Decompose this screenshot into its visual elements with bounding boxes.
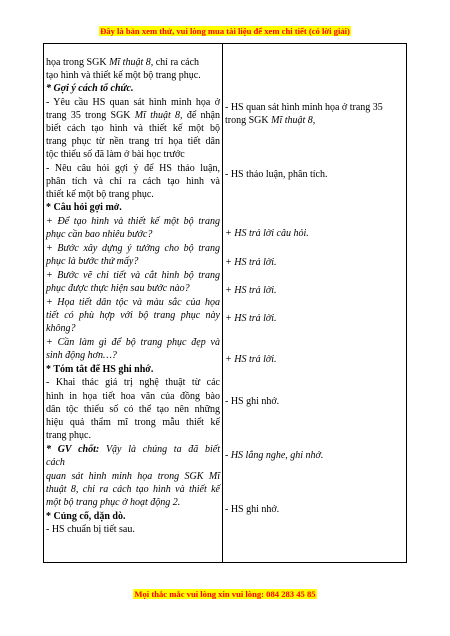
section-heading: * Gợi ý cách tổ chức.	[46, 83, 134, 94]
text-line: - HS thảo luận, phân tích.	[225, 169, 328, 180]
column-divider	[222, 44, 223, 562]
conclusion-line: thuật 8, chỉ ra cách tạo hình và thiết kế	[46, 484, 220, 495]
question-line: sinh động hơn…?	[46, 350, 117, 361]
text-line: hiệu quả thẩm mĩ trong mẫu thiết kế	[46, 417, 220, 428]
text-line: - HS lắng nghe, ghi nhớ.	[225, 450, 324, 461]
text-line: hình in họa tiết hoa văn của đồng bào	[46, 391, 220, 402]
answer-line: + HS trả lời câu hỏi.	[225, 228, 309, 239]
conclusion-line: cách	[46, 457, 65, 468]
question-line: không?	[46, 323, 76, 334]
text-line: tộc thiểu số đã làm ở bài học trước	[46, 149, 185, 160]
answer-line: + HS trả lời.	[225, 313, 277, 324]
text-line: phân tích và chỉ ra cách tạo hình và	[46, 176, 220, 187]
text-line: - HS ghi nhớ.	[225, 396, 280, 407]
section-heading: * Tóm tắt để HS ghi nhớ.	[46, 364, 154, 375]
section-heading: * Củng cố, dặn dò.	[46, 511, 126, 522]
preview-banner: Đây là bản xem thử, vui lòng mua tài liệu để xem chi tiết (có lời giải)	[100, 26, 350, 36]
text-line: trong SGK Mĩ thuật 8,	[225, 115, 316, 126]
text-line: - HS quan sát hình minh họa ở trang 35	[225, 102, 383, 113]
conclusion-line: một bộ trang phục ở hoạt động 2.	[46, 497, 181, 508]
text-line: dân tộc thiểu số có thể tạo nên những	[46, 404, 220, 415]
answer-line: + HS trả lời.	[225, 257, 277, 268]
question-line: + Bước vẽ chi tiết và cắt hình bộ trang	[46, 270, 220, 281]
text-line: trang 35 trong SGK Mĩ thuật 8, để nhận	[46, 110, 220, 121]
conclusion-line: * GV chốt: Vậy là chúng ta đã biết	[46, 444, 220, 455]
lesson-table	[43, 43, 407, 563]
text-line: trang phục.	[46, 430, 91, 441]
text-line: thiết kế một bộ trang phục.	[46, 189, 154, 200]
text-line: - Khai thác giá trị nghệ thuật từ các	[46, 377, 220, 388]
contact-banner: Mọi thắc mắc vui lòng xin vui lòng: 084 283 45 85	[134, 589, 316, 599]
text-line: biết cách tạo hình và thiết kế một bộ	[46, 123, 220, 134]
question-line: phục cần bao nhiêu bước?	[46, 229, 153, 240]
text-line: họa trong SGK Mĩ thuật 8, chỉ ra cách	[46, 57, 200, 68]
question-line: + Bước xây dựng ý tưởng cho bộ trang	[46, 243, 220, 254]
section-heading: * Câu hỏi gợi mở.	[46, 202, 122, 213]
question-line: + Họa tiết dân tộc và màu sắc của họa	[46, 297, 220, 308]
answer-line: + HS trả lời.	[225, 285, 277, 296]
conclusion-line: quan sát hình minh họa trong SGK Mĩ	[46, 471, 220, 482]
question-line: phục là bước thứ mấy?	[46, 256, 139, 267]
question-line: + Cần làm gì để bộ trang phục đẹp và	[46, 337, 220, 348]
question-line: tiết có phù hợp với bộ trang phục này	[46, 310, 220, 321]
teacher-activity-column	[46, 44, 220, 562]
answer-line: + HS trả lời.	[225, 354, 277, 365]
text-line: trang phục từ nền trang trí họa tiết dân	[46, 136, 220, 147]
text-line: - Yêu cầu HS quan sát hình minh họa ở	[46, 97, 220, 108]
text-line: - Nêu câu hỏi gợi ý để HS thảo luận,	[46, 163, 220, 174]
question-line: + Để tạo hình và thiết kế một bộ trang	[46, 216, 220, 227]
text-line: tạo hình và thiết kế một bộ trang phục.	[46, 70, 201, 81]
text-line: - HS chuẩn bị tiết sau.	[46, 524, 135, 535]
text-line: - HS ghi nhớ.	[225, 504, 280, 515]
question-line: phục được thực hiện sau bước nào?	[46, 283, 190, 294]
student-activity-column	[225, 44, 405, 562]
